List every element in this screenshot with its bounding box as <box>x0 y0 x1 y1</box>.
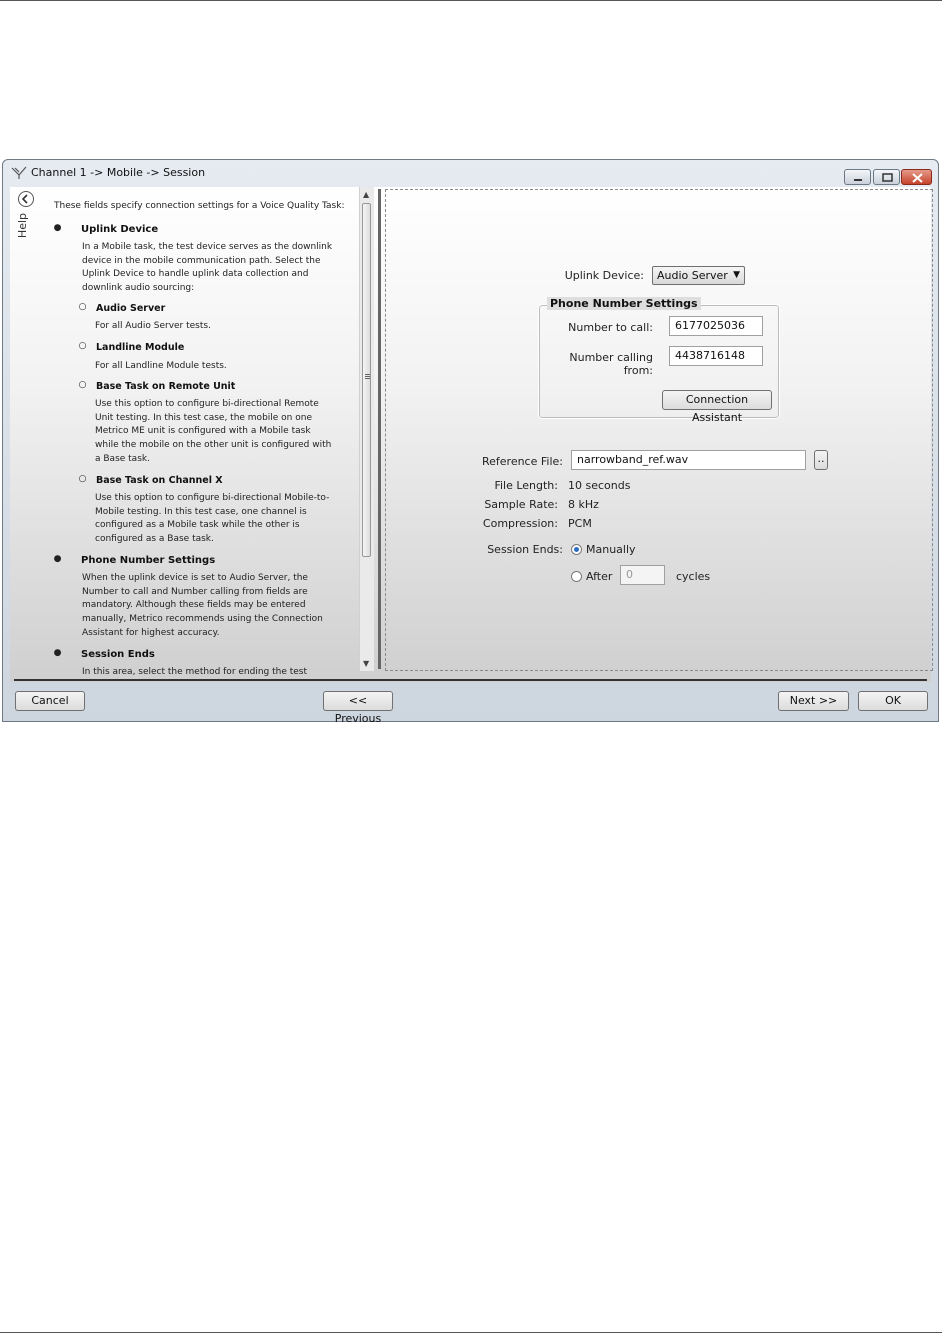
help-scrollbar[interactable] <box>359 187 374 671</box>
sample-rate-value: 8 kHz <box>568 498 599 511</box>
help-text-panel <box>40 187 355 677</box>
reference-file-input[interactable]: narrowband_ref.wav <box>571 450 806 470</box>
bullet-circle: ○ <box>78 474 87 484</box>
help-heading-base-task-channel: Base Task on Channel X <box>96 475 223 486</box>
help-heading-phone-number-settings: Phone Number Settings <box>81 555 216 566</box>
cancel-button[interactable]: Cancel <box>15 691 85 711</box>
compression-value: PCM <box>568 517 592 530</box>
minimize-icon <box>845 170 872 186</box>
grip-icon <box>365 374 370 375</box>
title-bar <box>3 160 938 186</box>
number-calling-from-label: Number calling from: <box>569 351 653 377</box>
manually-label[interactable]: Manually <box>586 543 636 556</box>
next-button[interactable]: Next >> <box>778 691 849 711</box>
help-text-base-task-channel: Use this option to configure bi-directional Mobile-to- Mobile testing. In this test case, one channel is configured as a Mobile task while the other is configured as a Base task. <box>95 493 330 545</box>
button-bar-separator <box>14 679 927 681</box>
help-text-uplink-device: In a Mobile task, the test device serves as the downlink device in the mobile communication path. Select the Uplink Device to handle uplink data collection and downlink audio sourcing: <box>82 242 333 294</box>
scroll-up-arrow-icon[interactable]: ▲ <box>363 190 370 199</box>
help-heading-landline-module: Landline Module <box>96 342 185 353</box>
bullet-circle: ○ <box>78 302 87 312</box>
cycles-label: cycles <box>676 570 711 583</box>
after-label[interactable]: After <box>586 570 613 583</box>
sample-rate-label: Sample Rate: <box>484 498 558 511</box>
help-collapse-button[interactable] <box>18 191 34 207</box>
chevron-left-icon <box>21 194 31 204</box>
scroll-down-arrow-icon[interactable]: ▼ <box>363 659 370 668</box>
help-text-base-task-remote: Use this option to configure bi-directional Remote Unit testing. In this test case, the mobile on one Metrico ME unit is configured with a Mobile task while the mobile on the other unit is configured with a Base task. <box>95 399 332 464</box>
help-text-phone-number-settings: When the uplink device is set to Audio Server, the Number to call and Number calling from fields are mandatory. Although these fields may be entered manually, Metrico recommends using the Connection Assistant for highest accuracy. <box>82 573 323 638</box>
after-radio[interactable] <box>571 571 582 582</box>
help-heading-audio-server: Audio Server <box>96 303 166 314</box>
window-title: Channel 1 -> Mobile -> Session <box>31 166 206 179</box>
number-to-call-label: Number to call: <box>568 321 653 334</box>
minimize-button[interactable] <box>844 169 871 185</box>
maximize-button[interactable] <box>873 169 900 185</box>
phone-group-title: Phone Number Settings <box>547 297 701 310</box>
close-button[interactable] <box>901 169 932 185</box>
dialog-window <box>2 159 939 725</box>
session-settings-panel <box>385 189 933 671</box>
dialog-client-area <box>10 187 931 682</box>
help-heading-base-task-remote: Base Task on Remote Unit <box>96 381 236 392</box>
help-tab-label[interactable]: Help <box>16 213 29 239</box>
uplink-device-select[interactable] <box>652 266 745 285</box>
dropdown-arrow-icon: ▼ <box>733 270 740 280</box>
help-intro: These fields specify connection settings for a Voice Quality Task: <box>54 201 345 211</box>
help-text-session-ends: In this area, select the method for ending the test <box>82 667 308 677</box>
browse-button[interactable]: .. <box>814 450 828 470</box>
help-text-audio-server: For all Audio Server tests. <box>95 321 211 331</box>
reference-file-label: Reference File: <box>481 455 563 468</box>
number-calling-from-input[interactable]: 4438716148 <box>669 346 763 366</box>
after-cycles-input[interactable]: 0 <box>620 565 665 585</box>
number-to-call-input[interactable]: 6177025036 <box>669 316 763 336</box>
bullet-disc: ● <box>53 648 62 658</box>
help-text-landline-module: For all Landline Module tests. <box>95 361 227 371</box>
manually-radio[interactable] <box>571 544 582 555</box>
panel-splitter[interactable] <box>378 189 381 669</box>
app-icon <box>11 166 27 180</box>
file-length-label: File Length: <box>494 479 558 492</box>
phone-number-settings-group <box>538 297 780 424</box>
uplink-device-value: Audio Server <box>657 269 728 282</box>
previous-button[interactable]: << Previous <box>323 691 393 711</box>
session-ends-label: Session Ends: <box>487 543 563 556</box>
bullet-disc: ● <box>53 223 62 233</box>
bullet-circle: ○ <box>78 341 87 351</box>
page-top-rule <box>0 0 942 1</box>
scrollbar-thumb[interactable] <box>362 203 371 557</box>
page-bottom-rule <box>0 1332 942 1333</box>
ok-button[interactable]: OK <box>858 691 928 711</box>
help-heading-session-ends: Session Ends <box>81 649 155 660</box>
close-icon <box>902 170 933 186</box>
compression-label: Compression: <box>482 517 558 530</box>
connection-assistant-button[interactable]: Connection Assistant <box>662 390 772 410</box>
file-length-value: 10 seconds <box>568 479 631 492</box>
bullet-circle: ○ <box>78 380 87 390</box>
help-strip <box>10 187 40 675</box>
uplink-device-label: Uplink Device: <box>564 269 644 282</box>
help-heading-uplink-device: Uplink Device <box>81 224 159 235</box>
restore-icon <box>874 170 901 186</box>
bullet-disc: ● <box>53 554 62 564</box>
